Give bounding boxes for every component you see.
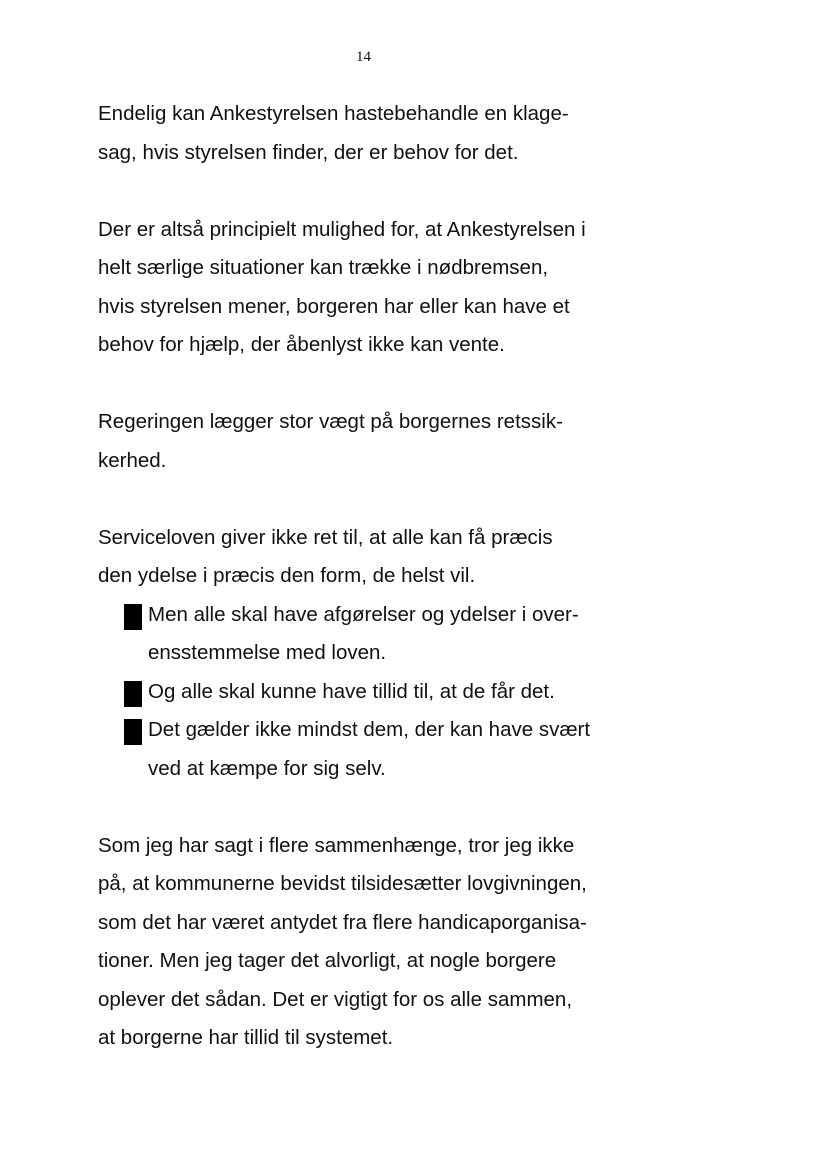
text-line: Regeringen lægger stor vægt på borgernes retssik- <box>98 410 563 433</box>
text-line: Serviceloven giver ikke ret til, at alle kan få præcis <box>98 525 553 549</box>
text-line: oplever det sådan. Det er vigtigt for os alle sammen, <box>98 987 573 1011</box>
document-body <box>98 95 658 1058</box>
bullet-item <box>98 596 658 673</box>
square-bullet-icon <box>124 604 142 630</box>
text-line: ensstemmelse med loven. <box>148 641 387 664</box>
paragraph-legal-certainty <box>98 403 658 480</box>
text-line: ved at kæmpe for sig selv. <box>148 756 386 780</box>
text-line: at borgerne har tillid til systemet. <box>98 1026 394 1049</box>
bullet-list <box>98 596 658 789</box>
text-line: behov for hjælp, der åbenlyst ikke kan vente. <box>98 333 505 356</box>
text-line: kerhed. <box>98 448 167 472</box>
bullet-item <box>98 711 658 788</box>
text-line: Det gælder ikke mindst dem, der kan have svært <box>148 718 591 741</box>
text-line: på, at kommunerne bevidst tilsidesætter lovgivningen, <box>98 872 587 895</box>
square-bullet-icon <box>124 719 142 745</box>
paragraph-trust-in-system <box>98 827 658 1058</box>
paragraph-service-law <box>98 519 658 596</box>
text-line: Endelig kan Ankestyrelsen hastebehandle en klage- <box>98 102 569 125</box>
square-bullet-icon <box>124 681 142 707</box>
text-line: hvis styrelsen mener, borgeren har eller kan have et <box>98 294 570 318</box>
text-line: Der er altså principielt mulighed for, at Ankestyrelsen i <box>98 217 586 241</box>
text-line: sag, hvis styrelsen finder, der er behov for det. <box>98 140 519 164</box>
page-number: 14 <box>356 49 371 65</box>
text-line: som det har været antydet fra flere handicaporganisa- <box>98 910 587 934</box>
text-line: tioner. Men jeg tager det alvorligt, at nogle borgere <box>98 949 557 972</box>
text-line: Men alle skal have afgørelser og ydelser i over- <box>148 602 579 626</box>
text-line: Og alle skal kunne have tillid til, at de får det. <box>148 679 555 703</box>
text-line: Som jeg har sagt i flere sammenhænge, tror jeg ikke <box>98 833 575 857</box>
text-line: den ydelse i præcis den form, de helst vil. <box>98 564 476 587</box>
bullet-item <box>98 673 658 712</box>
paragraph-urgent-handling <box>98 95 658 172</box>
text-line: helt særlige situationer kan trække i nødbremsen, <box>98 256 549 279</box>
paragraph-emergency-brake <box>98 211 658 365</box>
